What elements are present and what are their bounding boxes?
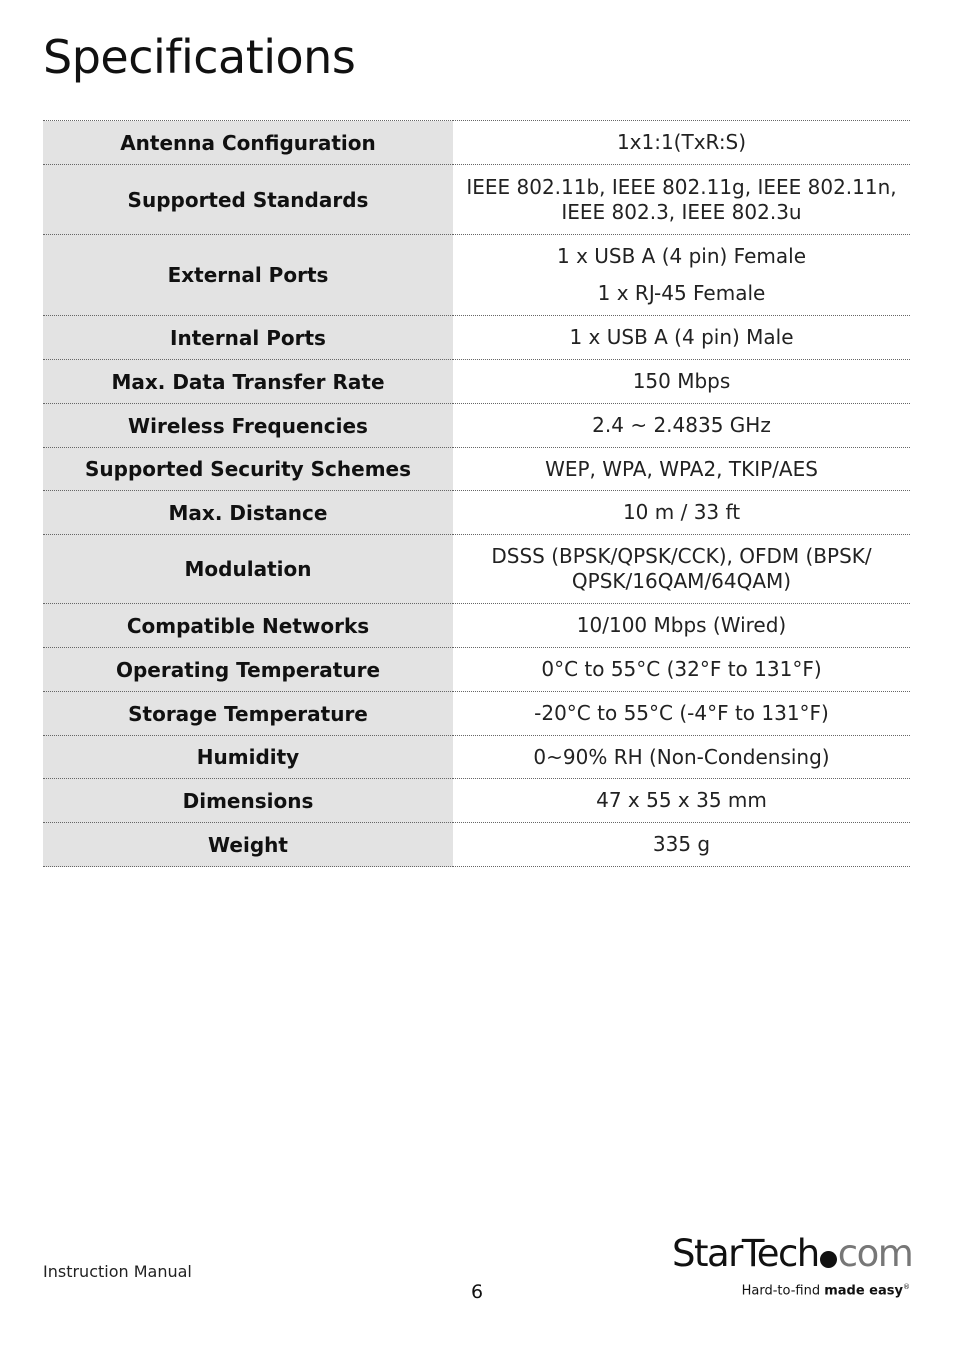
page-title: Specifications — [43, 30, 356, 84]
table-row — [43, 692, 910, 736]
spec-value: 10 m / 33 ft — [453, 491, 910, 535]
spec-value: WEP, WPA, WPA2, TKIP/AES — [453, 448, 910, 491]
table-row — [43, 360, 910, 404]
table-row — [43, 491, 910, 535]
spec-value: 0°C to 55°C (32°F to 131°F) — [453, 648, 910, 692]
spec-label: Supported Standards — [43, 165, 453, 235]
logo-dot-icon — [820, 1251, 837, 1268]
spec-label: Max. Distance — [43, 491, 453, 535]
spec-label: Dimensions — [43, 779, 453, 823]
spec-value: 1 x USB A (4 pin) Male — [453, 316, 910, 360]
spec-label: Operating Temperature — [43, 648, 453, 692]
spec-label: Max. Data Transfer Rate — [43, 360, 453, 404]
table-row — [43, 404, 910, 448]
spec-label: Storage Temperature — [43, 692, 453, 736]
spec-value: DSSS (BPSK/QPSK/CCK), OFDM (BPSK/ QPSK/16QAM/64QAM) — [453, 535, 910, 604]
startech-logo — [672, 1232, 912, 1307]
spec-label: Compatible Networks — [43, 604, 453, 648]
spec-value: 150 Mbps — [453, 360, 910, 404]
logo-wordmark: StarTech com — [672, 1232, 913, 1275]
table-row — [43, 604, 910, 648]
spec-label: External Ports — [43, 235, 453, 316]
spec-value: 2.4 ~ 2.4835 GHz — [453, 404, 910, 448]
table-row — [43, 535, 910, 604]
table-row — [43, 316, 910, 360]
spec-value: 1x1:1(TxR:S) — [453, 121, 910, 165]
table-row — [43, 648, 910, 692]
spec-value: IEEE 802.11b, IEEE 802.11g, IEEE 802.11n, IEEE 802.3, IEEE 802.3u — [453, 165, 910, 235]
spec-label: Supported Security Schemes — [43, 448, 453, 491]
table-row — [43, 823, 910, 867]
table-row — [43, 235, 910, 316]
footer-document-type: Instruction Manual — [43, 1262, 192, 1281]
spec-value: 1 x USB A (4 pin) Female 1 x RJ-45 Female — [453, 235, 910, 316]
page-number: 6 — [470, 1281, 484, 1303]
specifications-table — [43, 120, 910, 867]
spec-label: Wireless Frequencies — [43, 404, 453, 448]
spec-label: Modulation — [43, 535, 453, 604]
spec-label: Antenna Configuration — [43, 121, 453, 165]
spec-label: Weight — [43, 823, 453, 867]
spec-value: 335 g — [453, 823, 910, 867]
spec-value: 0~90% RH (Non-Condensing) — [453, 736, 910, 779]
spec-value: -20°C to 55°C (-4°F to 131°F) — [453, 692, 910, 736]
table-row — [43, 448, 910, 491]
logo-tagline: Hard-to-find made easy® — [741, 1283, 910, 1299]
spec-label: Internal Ports — [43, 316, 453, 360]
spec-label: Humidity — [43, 736, 453, 779]
table-row — [43, 779, 910, 823]
table-row — [43, 121, 910, 165]
table-row — [43, 165, 910, 235]
spec-value: 10/100 Mbps (Wired) — [453, 604, 910, 648]
spec-value: 47 x 55 x 35 mm — [453, 779, 910, 823]
table-row — [43, 736, 910, 779]
